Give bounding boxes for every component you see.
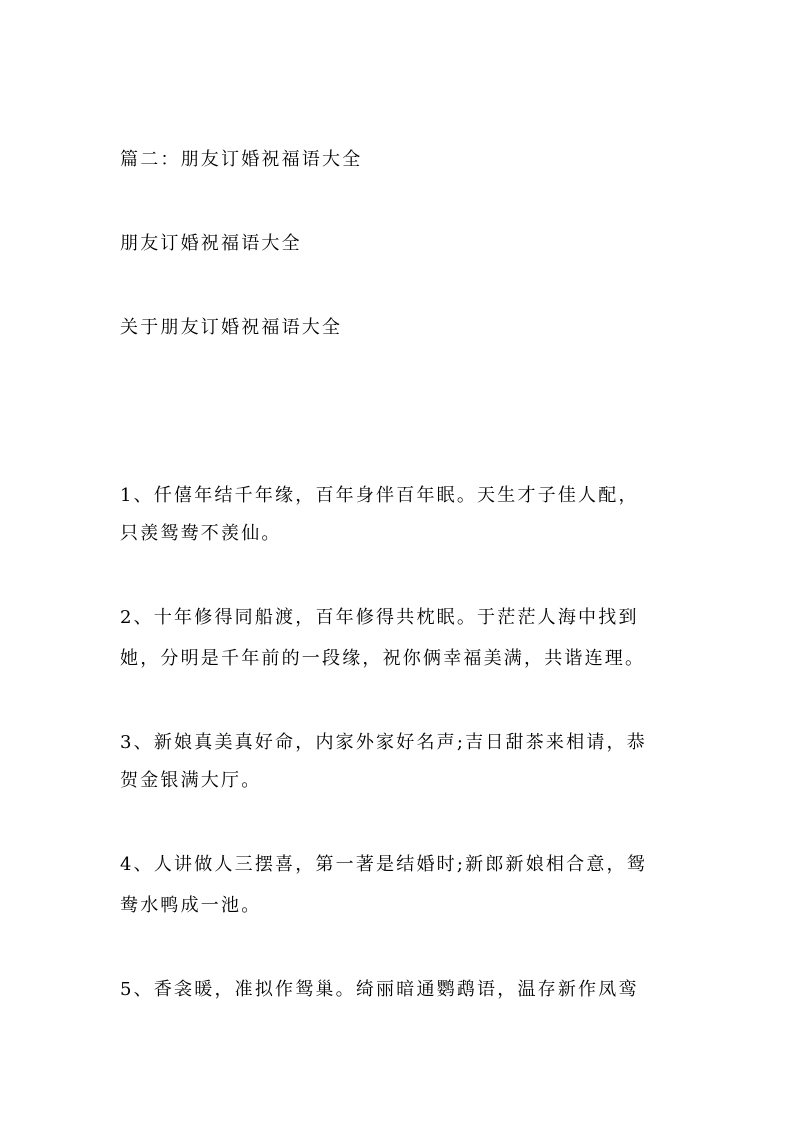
paragraph-3-line-1: 3、新娘真美真好命，内家外家好名声;吉日甜茶来相请，恭	[120, 732, 647, 753]
paragraph-2-line-1: 2、十年修得同船渡，百年修得共枕眠。于茫茫人海中找到	[120, 607, 639, 628]
document-subtitle: 关于朋友订婚祝福语大全	[120, 317, 343, 338]
paragraph-5-line-1: 5、香衾暖，准拟作鸳巢。绮丽暗通鹦鹉语，温存新作凤鸾	[120, 979, 639, 1000]
paragraph-4-line-1: 4、人讲做人三摆喜，第一著是结婚时;新郎新娘相合意，鸳	[120, 854, 647, 875]
paragraph-1-line-2: 只羡鸳鸯不羡仙。	[120, 523, 282, 544]
paragraph-2-line-2: 她，分明是千年前的一段缘，祝你俩幸福美满，共谐连理。	[120, 648, 646, 669]
section-heading: 篇二：朋友订婚祝福语大全	[120, 149, 363, 170]
paragraph-1-line-1: 1、仟僖年结千年缘，百年身伴百年眠。天生才子佳人配，	[120, 485, 639, 506]
paragraph-3-line-2: 贺金银满大厅。	[120, 770, 262, 791]
document-title: 朋友订婚祝福语大全	[120, 233, 302, 254]
paragraph-4-line-2: 鸯水鸭成一池。	[120, 895, 262, 916]
